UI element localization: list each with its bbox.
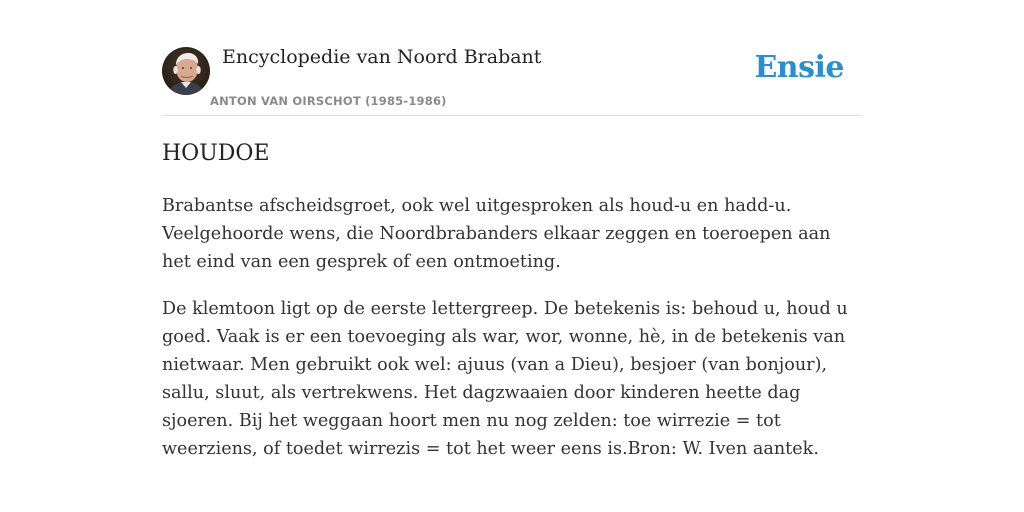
page-title: HOUDOE xyxy=(162,141,270,166)
source-title[interactable]: Encyclopedie van Noord Brabant xyxy=(222,46,542,68)
article-card xyxy=(162,0,862,459)
author-portrait-icon xyxy=(162,47,210,95)
author-name[interactable]: ANTON VAN OIRSCHOT (1985-1986) xyxy=(210,94,447,108)
ensie-logo[interactable]: Ensie xyxy=(754,50,844,85)
article-paragraph: Brabantse afscheidsgroet, ook wel uitgesproken als houd-u en hadd-u. Veelgehoorde wens, die Noordbrabanders elkaar zeggen en toeroepen aan het eind van een gesprek of een ontmoeting. xyxy=(162,196,831,272)
author-avatar[interactable] xyxy=(162,47,210,95)
article-header xyxy=(162,0,862,116)
article-paragraph: De klemtoon ligt op de eerste lettergreep. De betekenis is: behoud u, houd u goed. Vaak is er een toevoeging als war, wor, wonne, hè, in de betekenis van nietwaar. Men gebruikt ook wel: ajuus (van a Dieu), besjoer (van bonjour), sallu, sluut, als vertrekwens. Het dagzwaaien door kinderen heette dag sjoeren. Bij het weggaan hoort men nu nog zelden: toe wirrezie = tot weerziens, of toedet wirrezis = tot het weer eens is.Bron: W. Iven aantek. xyxy=(162,299,848,459)
